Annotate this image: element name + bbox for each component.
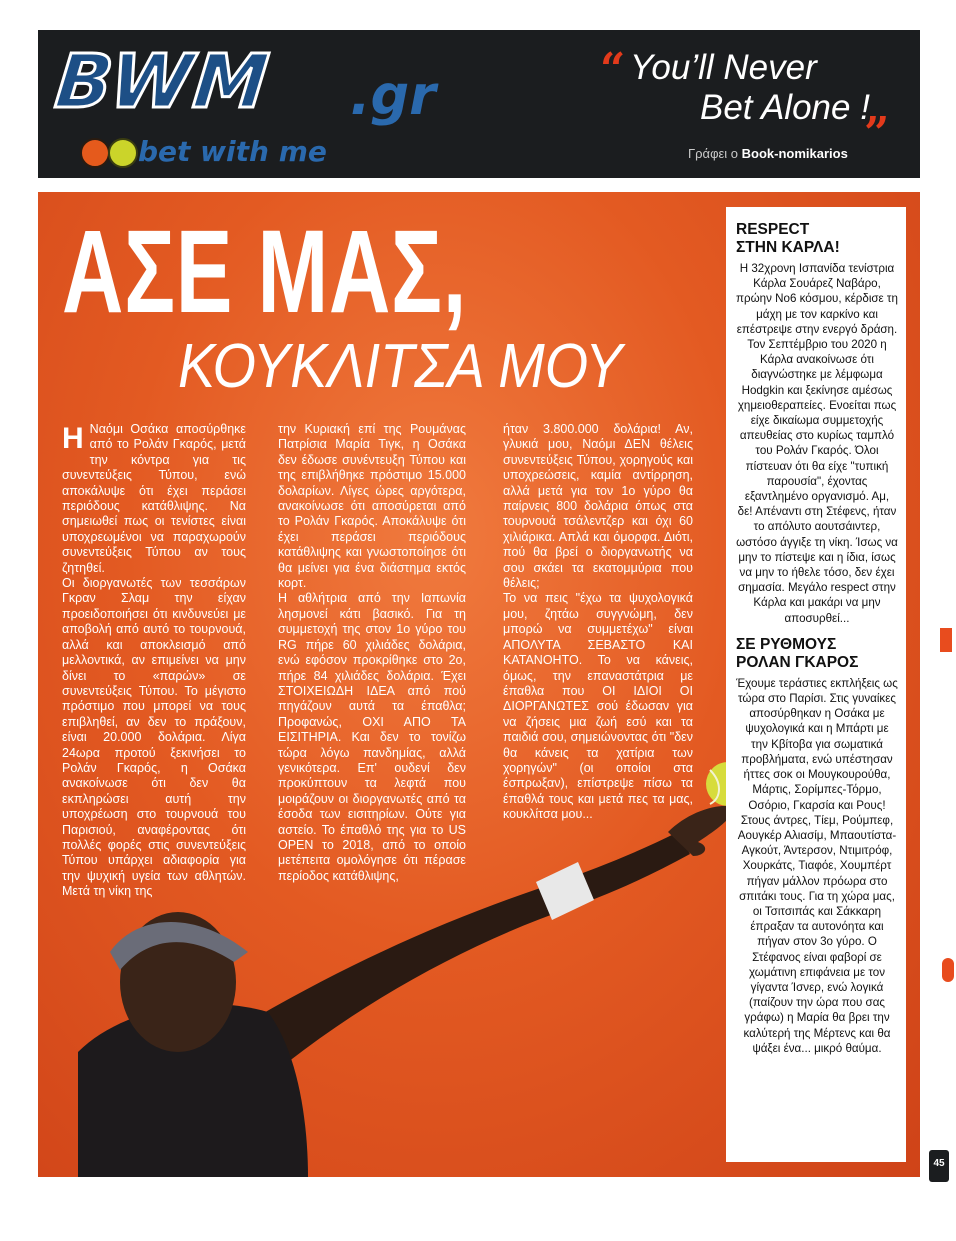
slogan-line-1: You’ll Never bbox=[630, 48, 817, 87]
paragraph: Το να πεις "έχω τα ψυχολογικά μου, ζητάω συγγνώμη, δεν μπορώ να συμμετέχω" είναι ΑΠΟΛΥΤΑ ΣΕΒΑΣΤΟ ΚΑΙ ΚΑΤΑΝΟΗΤΟ. Το να κάνεις, όμως, την επαναστάτρια με έπαθλα που ΟΙ ΙΔΙΟΙ ΟΙ ΔΙΟΡΓΑΝΩΤΕΣ σού έδωσαν για να ζήσεις μια ζωή εσύ και τα παιδιά σου, σημειώνοντας ότι "δεν θα κάνεις τα χατίρια των χορηγών" (οι οποίοι στα έσπρωξαν), επίστρεψε πίσω τα έπαθλά τους και μετά πες τα μας, κουκλίτσα μου... bbox=[503, 591, 693, 822]
byline bbox=[688, 146, 848, 162]
byline-author: Book-nomikarios bbox=[741, 146, 848, 161]
sidebar-text-1: Η 32χρονη Ισπανίδα τενίστρια Κάρλα Σουάρεζ Ναβάρο, πρώην Νο6 κόσμου, κέρδισε τη μάχη με τον καρκίνο και επέστρεψε στην ενεργό δράση. Τον Σεπτέμβριο του 2020 η Κάρλα ανακοίνωσε ότι διαγνώστηκε με λέμφωμα Hodgkin και ξεκίνησε αμέσως χημειοθεραπείες. Ενοείται πως είχε δικαίωμα συμμετοχής απευθείας στο κυρίως ταμπλό του Ρολάν Γκαρός. Όλοι πίστευαν ότι θα είχε "τυπική παρουσία", έχοντας εξαντλημένο οργανισμό. Αμ, δε! Απέναντι στη Στέφενς, ήταν το απόλυτο αουτσάιντερ, ωστόσο άγγιξε τη νίκη. Ίσως να μην το πίστεψε και η ίδια, ίσως να μην το ήθελε τόσο, δεν έχει σημασία. Μεγάλο respect στην Κάρλα και μακάρι να μην αποσυρθεί... bbox=[736, 262, 898, 625]
paragraph: Η αθλήτρια από την Ιαπωνία λησμονεί κάτι βασικό. Για τη συμμετοχή της στον 1ο γύρο του RG πήρε 60 χιλιάδες δολάρια, ενώ εφόσον προκρίθηκε στο 2ο, πήρε 84 χιλιάδες δολάρια. Έχει ΣΤΟΙΧΕΙΩΔΗ ΙΔΕΑ από πού πηγάζουν αυτά τα έπαθλα; Προφανώς, ΟΧΙ ΑΠΟ ΤΑ ΕΙΣΙΤΗΡΙΑ. Και δεν το τονίζω τώρα λόγω πανδημίας, αλλά γενικότερα. Επ' ουδενί δεν προκύπτουν τα λεφτά που μοιράζουν οι διοργανωτές από τα έσοδα των εισιτηρίων. Ούτε για αστείο. Το έπαθλό της για το US OPEN το 2018, από το οποίο μετέπειτα ομολόγησε ότι πέρασε περίοδος κατάθλιψης, bbox=[278, 591, 466, 883]
edge-mark bbox=[942, 958, 954, 982]
article-column-2 bbox=[278, 422, 466, 884]
tennis-ball-icon bbox=[108, 138, 138, 168]
byline-prefix: Γράφει ο bbox=[688, 146, 739, 161]
sidebar-heading-2 bbox=[736, 636, 906, 672]
article-subtitle: ΚΟΥΚΛΙΤΣΑ ΜΟΥ bbox=[178, 332, 623, 401]
sidebar-heading-1-line-2: ΣΤΗΝ ΚΑΡΛΑ! bbox=[736, 239, 840, 256]
paragraph: ήταν 3.800.000 δολάρια! Αν, γλυκιά μου, Ναόμι ΔΕΝ θέλεις συνεντεύξεις Τύπου, χορηγούς και υποχρεώσεις, καμία αντίρρηση, αλλά μετά για τον 1ο γύρο θα παίρνεις 800 δολάρια όπως στα τουρνουά τσάλεντζερ και όχι 60 χιλιάρικα. Απλά και όμορφα. Διότι, πού θα βρεί ο διοργανωτής να σου σκάει τα εκατομμύρια που θέλεις; bbox=[503, 422, 693, 591]
logo-tld: .gr bbox=[350, 64, 436, 127]
dropcap: Η bbox=[62, 422, 84, 455]
logo-tagline: bet with me bbox=[138, 135, 327, 168]
sidebar bbox=[726, 207, 906, 1162]
article-title: ΑΣΕ ΜΑΣ, bbox=[62, 206, 468, 338]
quote-open-icon: “ bbox=[600, 44, 626, 95]
edge-mark bbox=[940, 628, 952, 652]
sidebar-heading-1-line-1: RESPECT bbox=[736, 221, 810, 238]
quote-close-icon: ” bbox=[864, 108, 890, 159]
slogan-line-2: Bet Alone ! bbox=[700, 88, 870, 127]
sidebar-text-2: Έχουμε τεράστιες εκπλήξεις ως τώρα στο Παρίσι. Στις γυναίκες αποσύρθηκαν η Οσάκα με ψυχολογικά και η Μπάρτι με την Κβίτοβα για σωματικά προβλήματα, ενώ υπέστησαν ήττες σοκ οι Μουγκουρούθα, Μάρτις, Σορίμπες-Τόρμο, Οσόριο, Γκαρσία και Ρους! Στους άντρες, Τίεμ, Ρούμπεφ, Αουγκέρ Αλιασίμ, Μπαουτίστα-Αγκούτ, Άντερσον, Ντιμιτρόφ, Χουρκάτς, Τιαφόε, Χουμπέρτ πήγαν μάλλον πρόωρα στο σπιτάκι τους. Για τη χώρα μας, οι Τσιτσιπάς και Σάκκαρη έπραξαν τα αυτονόητα και πήγαν στον 3ο γύρο. Ο Στέφανος είναι φαβορί σε χωμάτινη επιφάνεια με τον γίγαντα Ίσνερ, ενώ λογικά (παίζουν την ώρα που σας γράφω) η Μαρία θα βρει την καλύτερή της Μέρτενς και θα ψάξει ένα... μικρό θαύμα. bbox=[736, 676, 898, 1055]
article-column-1 bbox=[62, 422, 246, 900]
paragraph: Οι διοργανωτές των τεσσάρων Γκραν Σλαμ την είχαν προειδοποιήσει ότι κινδυνεύει με αποβολή από αυτό το τουρνουά, αλλά και αποκλεισμό από μελλοντικά, αν επιμείνει να μην δίνει το «παρών» σε συνεντεύξεις Τύπου. Το μέγιστο πρόστιμο που μπορεί να τους επιβληθεί, αν δεν το πράξουν, είναι 20.000 δολάρια. Λίγα 24ωρα προτού ξεκινήσει το Ρολάν Γκαρός, η Οσάκα ανακοίνωσε ότι δεν θα εκπληρώσει αυτή την υποχρέωση στο τουρνουά του Παρισιού, αναφέροντας ότι πολλές φορές στις συνεντεύξεις Τύπου υπάρχει αδιαφορία για την ψυχική υγεία των αθλητών. Μετά τη νίκη της bbox=[62, 576, 246, 899]
article-column-3 bbox=[503, 422, 693, 823]
page-number-tab bbox=[929, 1150, 949, 1182]
sidebar-heading-2-line-1: ΣΕ ΡΥΘΜΟΥΣ bbox=[736, 635, 837, 653]
page-number: 45 bbox=[933, 1158, 945, 1169]
paragraph: Ναόμι Οσάκα αποσύρθηκε από το Ρολάν Γκαρός, μετά την κόντρα για τις συνεντεύξεις Τύπου, ενώ αποκάλυψε ότι έχει περάσει περιόδους κατάθλιψης. Να σημειωθεί πως οι τενίστες είναι υποχρεωμένοι να παραχωρούν συνεντεύξεις Τύπου αν τους ζητηθεί. bbox=[62, 422, 246, 575]
logo-main: BWM bbox=[51, 39, 275, 125]
basketball-icon bbox=[80, 138, 110, 168]
sidebar-heading-1 bbox=[736, 221, 906, 257]
masthead bbox=[38, 30, 920, 178]
sidebar-heading-2-line-2: ΡΟΛΑΝ ΓΚΑΡΟΣ bbox=[736, 653, 859, 671]
paragraph: την Κυριακή επί της Ρουμάνας Πατρίσια Μαρία Τιγκ, η Οσάκα δεν έδωσε συνέντευξη Τύπου και της επιβλήθηκε πρόστιμο 15.000 δολαρίων. Λίγες ώρες αργότερα, ανακοίνωσε ότι αποσύρεται από το Ρολάν Γκαρός. Αποκάλυψε ότι έχει περάσει περιόδους κατάθλιψης και γνωστοποίησε ότι θα μείνει για ένα διάστημα εκτός κορτ. bbox=[278, 422, 466, 591]
